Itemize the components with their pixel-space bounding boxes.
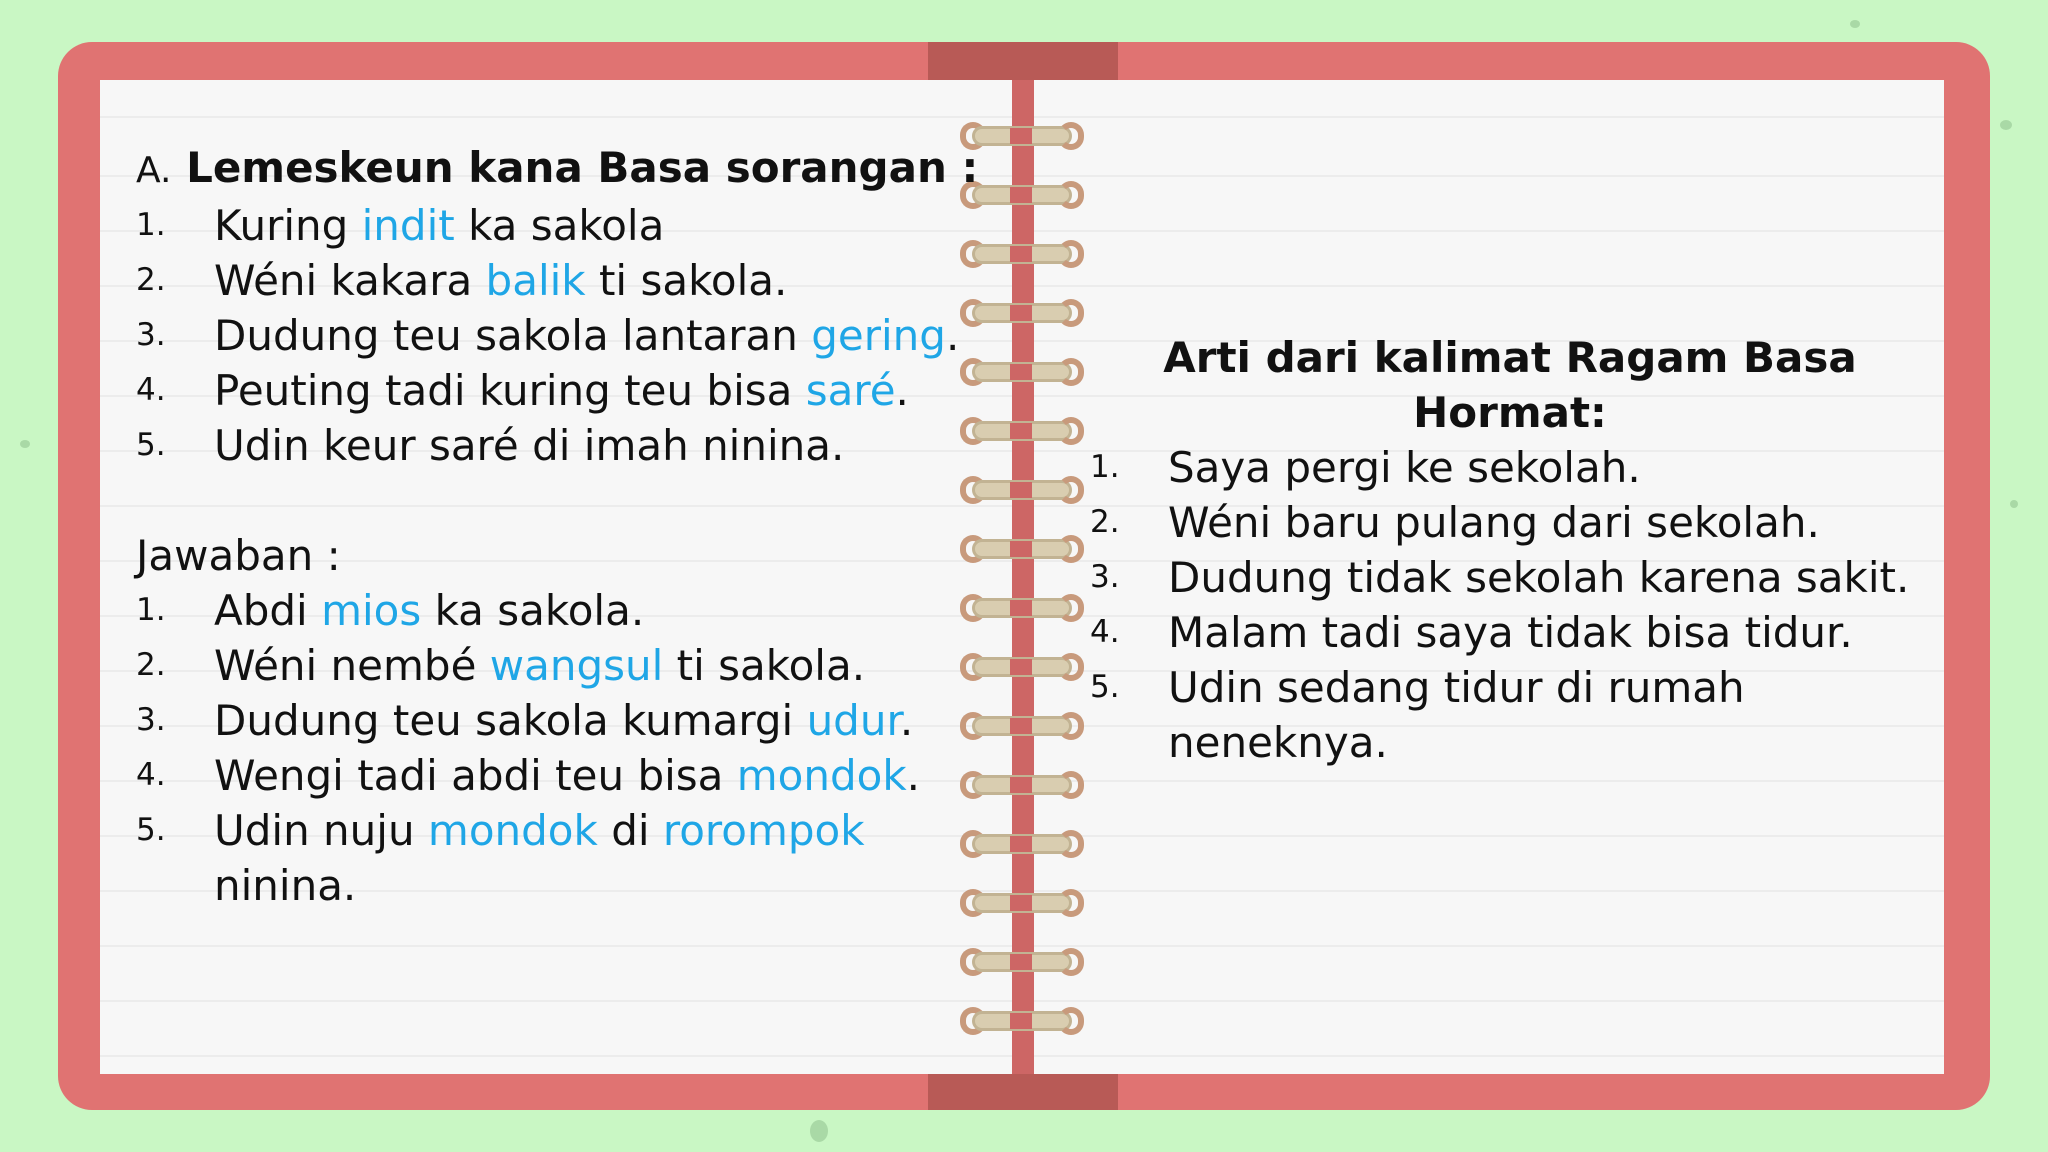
list-number: 3. xyxy=(136,317,166,353)
text-segment: Peuting tadi kuring teu bisa xyxy=(214,366,806,415)
list-number: 2. xyxy=(136,647,166,683)
list-number: 2. xyxy=(136,262,166,298)
answer-item xyxy=(136,803,1006,913)
highlighted-word: saré xyxy=(805,366,896,415)
text-segment: Wéni nembé xyxy=(214,641,490,690)
answer-item xyxy=(136,693,1006,748)
highlighted-word: indit xyxy=(361,201,455,250)
list-text xyxy=(214,803,1006,913)
left-page-content xyxy=(136,140,1006,913)
text-segment: Udin nuju xyxy=(214,806,428,855)
exercise-letter: A. xyxy=(136,150,172,191)
spiral-ring xyxy=(960,1007,1084,1035)
translation-heading: Arti dari kalimat Ragam Basa Hormat: xyxy=(1163,333,1857,437)
list-text: Udin sedang tidur di rumah neneknya. xyxy=(1168,663,1745,767)
question-item xyxy=(136,418,1006,473)
answer-item xyxy=(136,748,1006,803)
highlighted-word: rorompok xyxy=(662,806,865,855)
question-list xyxy=(136,198,1006,473)
list-text xyxy=(214,748,1006,803)
text-segment: Abdi xyxy=(214,586,322,635)
text-segment: ti sakola. xyxy=(663,641,866,690)
list-text xyxy=(214,583,1006,638)
background-speck xyxy=(810,1120,828,1142)
list-number: 5. xyxy=(136,427,166,463)
text-segment: Wengi tadi abdi teu bisa xyxy=(214,751,737,800)
list-text xyxy=(214,638,1006,693)
translation-item xyxy=(1090,605,1940,660)
list-text: Dudung tidak sekolah karena sakit. xyxy=(1168,553,1910,602)
text-segment: . xyxy=(906,751,921,800)
notebook-spine-top xyxy=(928,42,1118,82)
highlighted-word: wangsul xyxy=(489,641,664,690)
list-number: 2. xyxy=(1090,504,1120,540)
list-number: 1. xyxy=(136,207,166,243)
text-segment: ka sakola. xyxy=(421,586,645,635)
list-number: 1. xyxy=(136,592,166,628)
translation-item xyxy=(1090,440,1940,495)
highlighted-word: balik xyxy=(485,256,586,305)
list-number: 3. xyxy=(1090,559,1120,595)
text-segment: Udin keur saré di imah ninina. xyxy=(214,421,845,470)
list-number: 4. xyxy=(136,372,166,408)
list-text xyxy=(214,308,1006,363)
list-number: 1. xyxy=(1090,449,1120,485)
highlighted-word: mondok xyxy=(736,751,907,800)
background-speck xyxy=(2000,120,2012,130)
question-item xyxy=(136,198,1006,253)
highlighted-word: gering xyxy=(811,311,946,360)
exercise-heading xyxy=(136,140,1006,198)
list-number: 3. xyxy=(136,702,166,738)
list-text xyxy=(214,198,1006,253)
question-item xyxy=(136,363,1006,418)
text-segment: Kuring xyxy=(214,201,362,250)
list-text xyxy=(214,253,1006,308)
answers-title: Jawaban : xyxy=(136,531,341,580)
list-number: 4. xyxy=(136,757,166,793)
list-text: Saya pergi ke sekolah. xyxy=(1168,443,1641,492)
list-text xyxy=(214,418,1006,473)
answer-item xyxy=(136,638,1006,693)
text-segment: . xyxy=(899,696,914,745)
text-segment: Wéni kakara xyxy=(214,256,486,305)
highlighted-word: mondok xyxy=(427,806,598,855)
notebook-spine xyxy=(1012,80,1034,1074)
translation-list xyxy=(1090,440,1940,770)
highlighted-word: mios xyxy=(321,586,422,635)
text-segment: ti sakola. xyxy=(585,256,788,305)
text-segment: Dudung teu sakola kumargi xyxy=(214,696,807,745)
list-text: Wéni baru pulang dari sekolah. xyxy=(1168,498,1820,547)
text-segment: ninina. xyxy=(214,861,357,910)
right-page-content xyxy=(1090,330,1940,770)
spiral-ring xyxy=(960,948,1084,976)
answer-list xyxy=(136,583,1006,913)
list-number: 5. xyxy=(1090,669,1120,705)
question-item xyxy=(136,253,1006,308)
list-text xyxy=(214,363,1006,418)
list-number: 4. xyxy=(1090,614,1120,650)
text-segment: . xyxy=(945,311,960,360)
list-text: Malam tadi saya tidak bisa tidur. xyxy=(1168,608,1853,657)
list-number: 5. xyxy=(136,812,166,848)
text-segment: . xyxy=(895,366,909,415)
spacer xyxy=(136,473,1006,528)
background-speck xyxy=(20,440,30,448)
translation-item xyxy=(1090,550,1940,605)
text-segment: di xyxy=(597,806,663,855)
notebook-spine-bottom xyxy=(928,1074,1118,1110)
text-segment: Dudung teu sakola lantaran xyxy=(214,311,812,360)
question-item xyxy=(136,308,1006,363)
background-speck xyxy=(1850,20,1860,28)
answer-item xyxy=(136,583,1006,638)
text-segment: ka sakola xyxy=(454,201,665,250)
translation-item xyxy=(1090,495,1940,550)
translation-item xyxy=(1090,660,1940,770)
list-text xyxy=(214,693,1006,748)
highlighted-word: udur xyxy=(806,696,900,745)
exercise-instruction: Lemeskeun kana Basa sorangan : xyxy=(186,143,979,192)
background-speck xyxy=(2010,500,2018,508)
